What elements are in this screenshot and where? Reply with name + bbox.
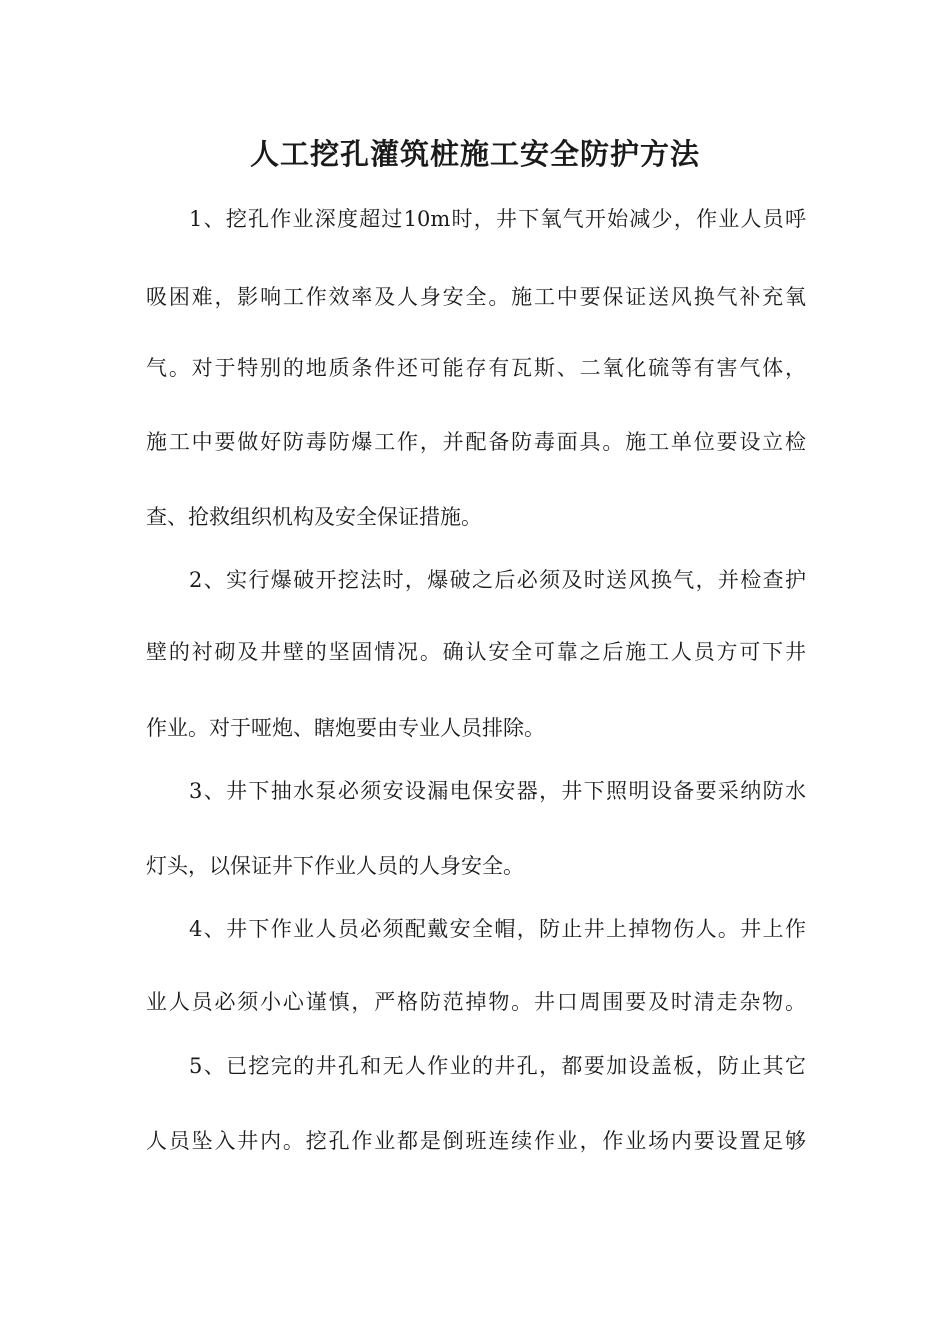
paragraph-1-line-1: 1、挖孔作业深度超过10m时，井下氧气开始减少，作业人员呼: [189, 207, 806, 231]
document-title: 人工挖孔灌筑桩施工安全防护方法: [249, 137, 700, 171]
paragraph-2-line-1: 2、实行爆破开挖法时，爆破之后必须及时送风换气，并检查护: [189, 568, 806, 592]
paragraph-5-line-1: 5、已挖完的井孔和无人作业的井孔，都要加设盖板，防止其它: [189, 1054, 806, 1078]
paragraph-1-line-4: 施工中要做好防毒防爆工作，并配备防毒面具。施工单位要设立检: [146, 430, 806, 454]
paragraph-3-line-2: 灯头，以保证井下作业人员的人身安全。: [146, 854, 524, 878]
paragraph-2-line-2: 壁的衬砌及井壁的坚固情况。确认安全可靠之后施工人员方可下井: [146, 640, 806, 664]
paragraph-1-line-3: 气。对于特别的地质条件还可能存有瓦斯、二氧化硫等有害气体，: [146, 356, 806, 380]
paragraph-4-line-2: 业人员必须小心谨慎，严格防范掉物。井口周围要及时清走杂物。: [146, 990, 806, 1014]
paragraph-3-line-1: 3、井下抽水泵必须安设漏电保安器，井下照明设备要采纳防水: [189, 779, 806, 803]
paragraph-2-line-3: 作业。对于哑炮、瞎炮要由专业人员排除。: [146, 716, 545, 740]
paragraph-1-line-2: 吸困难，影响工作效率及人身安全。施工中要保证送风换气补充氧: [146, 285, 806, 309]
paragraph-1-line-5: 查、抢救组织机构及安全保证措施。: [146, 505, 482, 529]
paragraph-5-line-2: 人员坠入井内。挖孔作业都是倒班连续作业，作业场内要设置足够: [146, 1129, 806, 1153]
paragraph-4-line-1: 4、井下作业人员必须配戴安全帽，防止井上掉物伤人。井上作: [189, 917, 806, 941]
